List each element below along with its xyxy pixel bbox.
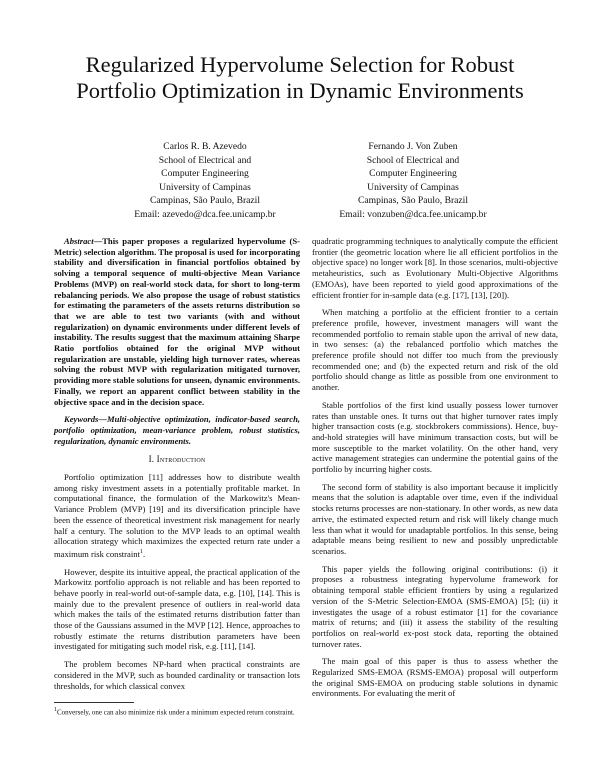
abstract-label: Abstract [64,236,94,246]
author-block-1 [85,140,325,221]
footnote-divider [54,702,134,703]
keywords-label: Keywords [64,414,99,425]
paragraph: Portfolio optimization [11] addresses how to distribute wealth among risky investment assets in a potentially profitable market. In computational finance, the formulation of the Markowitz's Mean-Variance Problem (MVP) [19] and its diversification principle have been the essence of theoretical investment risk management for nearly half a century. The solution to the MVP leads to an optimal wealth allocation strategy which maximizes the expected return rate under a maximum risk constraint$^1$. [54,472,300,559]
left-column [54,236,300,698]
paper-title [40,52,560,104]
section-heading: I. Introduction [148,454,206,465]
paragraph: quadratic programming techniques to analytically compute the efficient frontier (the geometric location where lie all efficient portfolios in the objective space) no longer work [8]. In those scenarios, multi-objective metaheuristics, such as Evolutionary Multi-Objective Algorithms (EMOAs), have been reported to yield good approximations of the efficient frontier for in-sample data (e.g. [17], [13], [20]). [312,236,558,300]
author-affiliation: Campinas, São Paulo, Brazil [357,195,469,206]
paragraph: The main goal of this paper is thus to assess whether the Regularized SMS-EMOA (RSMS-EMOA) proposal will outperform the original SMS-EMOA on producing stable solutions in dynamic environments. For evaluating the merit of [312,656,558,699]
author-name: Fernando J. Von Zuben [368,141,458,152]
paragraph: This paper yields the following original contributions: (i) it proposes a robustness integrating hypervolume framework for obtaining temporal stable efficient frontiers by using a regularized version of the S-Metric Selection-EMOA (SMS-EMOA) [5]; (ii) it investigates the usage of a robust estimator [1] for the covariance matrix of returns; and (iii) it assess the stability of the resulting portfolios on real-world ex-post stock data, reporting the obtained turnover rates. [312,563,558,649]
author-affiliation: University of Campinas [159,181,251,193]
right-column [312,236,558,706]
author-affiliation: Computer Engineering [161,168,249,179]
keywords [54,414,300,446]
abstract-text: —This paper proposes a regularized hypervolume (S-Metric) selection algorithm. The proposal is used for incorporating stability and diversification in financial portfolios obtained by solving a temporal sequence of multi-objective Mean Variance Problems (MVP) on real-world stock data, for short to long-term rebalancing periods. We also propose the usage of robust statistics for estimating the parameters of the assets returns distribution so that we are able to test two variants (with and without regularization) on dynamic environments under different levels of instability. The results suggest that the maximum attaining Sharpe Ratio portfolios obtained for the original MVP without regularization are unstable, yielding high turnover rates, whereas solving the robust MVP with regularization mitigated turnover, providing more stable solutions for unseen, dynamic environments. Finally, we report an apparent conflict between stability in the objective space and in the decision space. [54,236,300,407]
author-affiliation: Computer Engineering [369,168,457,179]
footnote-ref: 1 [139,548,143,555]
paragraph-text: Portfolio optimization [11] addresses how to distribute wealth among risky investment assets in a potentially profitable market. In computational finance, the formulation of the Markowitz's Mean-Variance Problem (MVP) [19] and its diversification principle have been the essence of theoretical investment risk management for nearly half a century. The solution to the MVP leads to an optimal wealth allocation strategy which maximizes the expected return rate under a maximum risk constraint [54,472,300,559]
footnote-text: Conversely, one can also minimize risk under a minimum expected return constraint. [57,708,295,717]
paragraph: However, despite its intuitive appeal, the practical application of the Markowitz portfolio approach is not reliable and has been reported to behave poorly in real-world out-of-sample data, e.g. [10], [14]. This is mainly due to the prevalent presence of outliers in real-world data which makes the tails of the estimated returns distribution fatter than those of the Gaussians assumed in the MVP [12]. Hence, approaches to robustly estimate the returns distribution parameters have been investigated for mitigating such model risk, e.g. [11], [14]. [54,566,300,652]
footnote-mark: 1 [54,707,57,713]
keywords-text: —Multi-objective optimization, indicator-based search, portfolio optimization, mean-variance problem, robust statistics, regularization, dynamic environments. [54,414,300,446]
title-line-2: Portfolio Optimization in Dynamic Environments [76,78,524,103]
author-email: Email: azevedo@dca.fee.unicamp.br [134,208,276,220]
author-email: Email: vonzuben@dca.fee.unicamp.br [339,208,487,220]
author-affiliation: Campinas, São Paulo, Brazil [149,195,261,206]
author-affiliation: School of Electrical and [366,154,460,166]
footnote [54,706,300,717]
author-affiliation: School of Electrical and [158,154,252,166]
abstract [54,236,300,407]
paragraph: Stable portfolios of the first kind usually possess lower turnover rates than unstable ones. It turns out that higher turnover rates imply higher transaction costs (e.g. stockbrokers commissions). Hence, buy-and-hold strategies will have minimum transaction costs, but will be more susceptible to the market volatility. On the other hand, very active management strategies can undermine the potential gains of the portfolio by incurring higher costs. [312,399,558,475]
author-block-2 [293,140,533,221]
paragraph: When matching a portfolio at the efficient frontier to a certain preference profile, however, investment managers will want the recommended portfolio to remain stable upon the arrival of new data, in two senses: (a) the rebalanced portfolio which matches the preference profile should not differ too much from the previously recommended one; and (b) the expected return and risk of the old portfolio should change as little as possible from one environment to another. [312,307,558,393]
title-line-1: Regularized Hypervolume Selection for Robust [85,52,515,77]
paragraph: The problem becomes NP-hard when practical constraints are considered in the MVP, such as bounded cardinality or transaction lots thresholds, for which classical convex [54,659,300,691]
author-affiliation: University of Campinas [367,181,459,193]
author-name: Carlos R. B. Azevedo [163,141,247,152]
paragraph: The second form of stability is also important because it implicitly means that the solution is adaptable over time, even if the individual stocks returns processes are non-stationary. In other words, as new data arrive, the estimated expected return and risk will likely change much less than what it would for unadaptable portfolios. In this sense, being adaptable means being resilient to new and possibly unpredictable scenarios. [312,481,558,556]
